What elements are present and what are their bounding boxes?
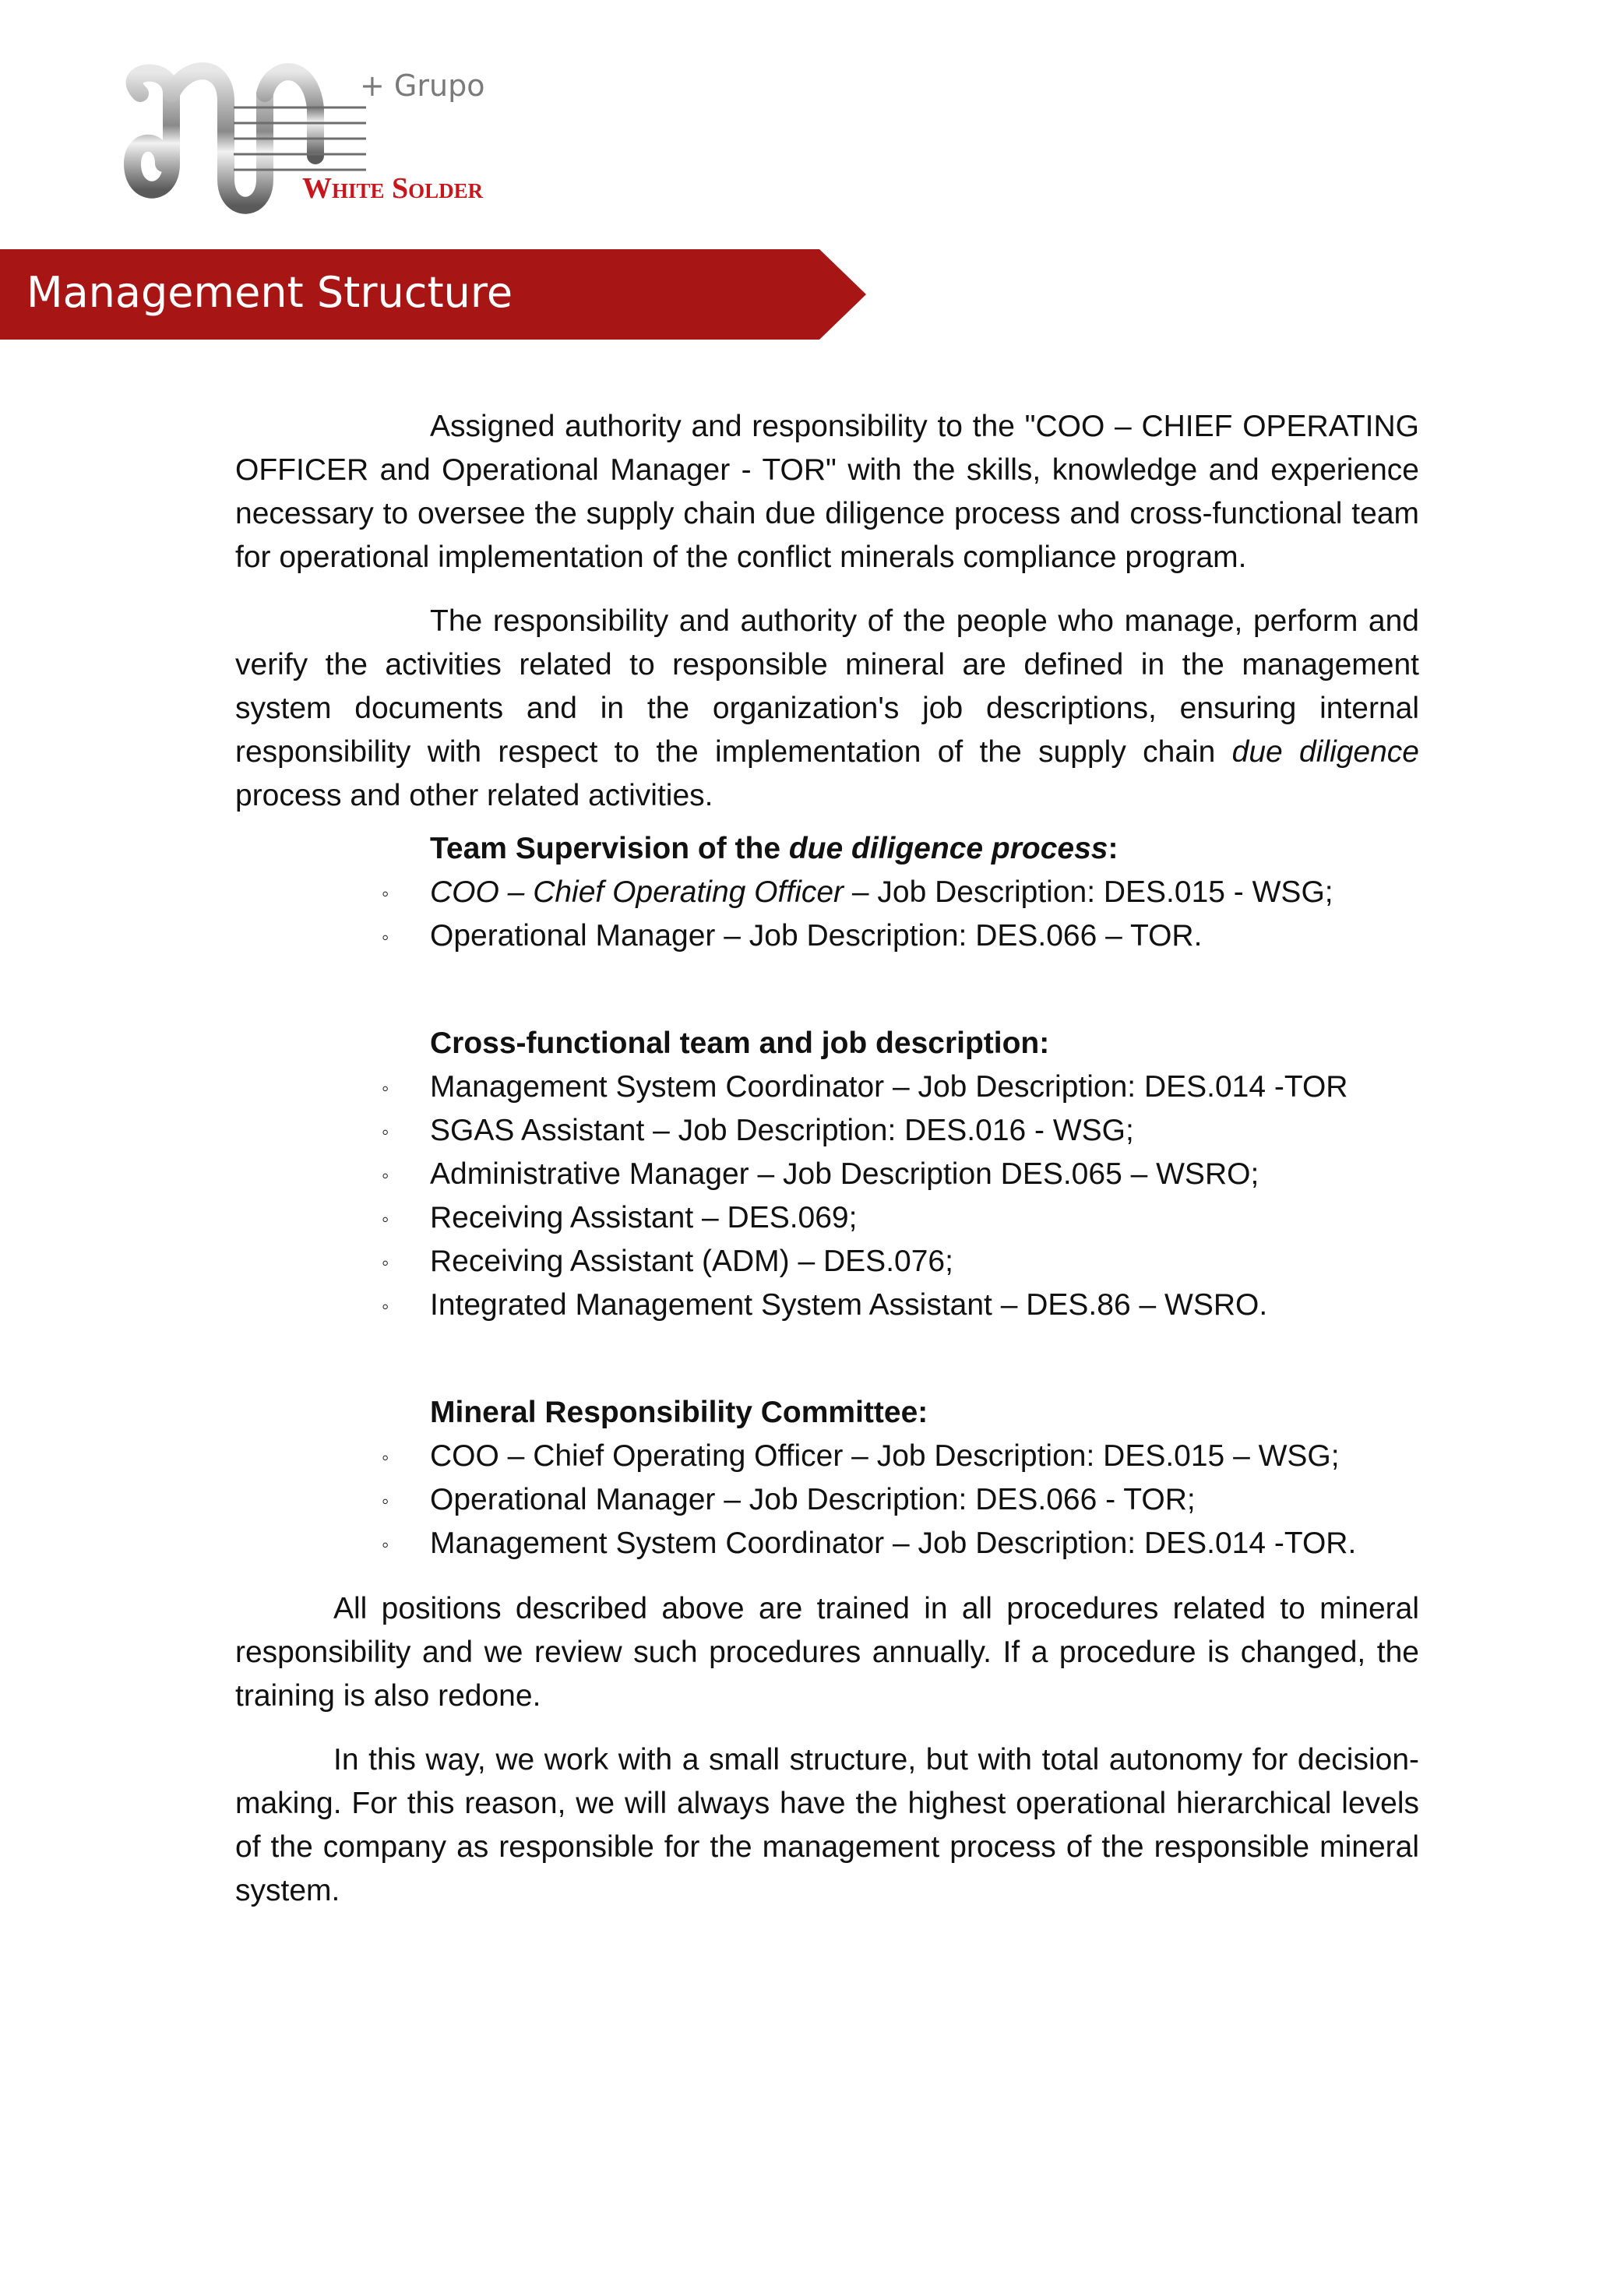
list-item-text: SGAS Assistant – Job Description: DES.016 - WSG; xyxy=(430,1114,1134,1147)
section-banner xyxy=(0,249,866,340)
logo-grupo-text: + Grupo xyxy=(360,69,485,103)
paragraph-structure: In this way, we work with a small structure, but with total autonomy for decision-making. For this reason, we will always have the highest operational hierarchical levels of the company as responsible for the management process of the responsible mineral system. xyxy=(235,1743,1419,1907)
bullet-icon: ◦ xyxy=(382,1076,389,1100)
team-supervision-heading-start: Team Supervision of the xyxy=(430,832,789,865)
page-title: Management Structure xyxy=(26,268,513,317)
paragraph-training: All positions described above are trained in all procedures related to mineral responsibility and we review such procedures annually. If a procedure is changed, the training is also redone. xyxy=(235,1592,1419,1713)
bullet-icon: ◦ xyxy=(382,1489,389,1512)
list-item xyxy=(235,914,1419,958)
paragraph-responsibility xyxy=(235,600,1419,818)
list-item-text: – Job Description: DES.015 - WSG; xyxy=(844,875,1333,909)
list-item-text: Integrated Management System Assistant – DES.86 – WSRO. xyxy=(430,1288,1268,1322)
bullet-icon: ◦ xyxy=(382,1251,389,1274)
list-item-text: Management System Coordinator – Job Description: DES.014 -TOR. xyxy=(430,1527,1357,1560)
cross-functional-list xyxy=(235,1065,1419,1327)
list-item-text: Operational Manager – Job Description: DES.066 - TOR; xyxy=(430,1483,1196,1516)
team-supervision-heading-end: : xyxy=(1108,832,1118,865)
list-item xyxy=(235,871,1419,914)
list-item xyxy=(235,1109,1419,1153)
cross-functional-heading: Cross-functional team and job description: xyxy=(430,1027,1050,1060)
list-item-text: Receiving Assistant – DES.069; xyxy=(430,1201,858,1234)
list-item xyxy=(235,1240,1419,1284)
paragraph-responsibility-start: The responsibility and authority of the people who manage, perform and verify the activities related to responsible mineral are defined in the management system documents and in the organization's job descriptions, ensuring internal responsibility with respect to the implementation of the supply chain xyxy=(235,604,1419,769)
list-item-text: Operational Manager – Job Description: DES.066 – TOR. xyxy=(430,919,1203,953)
team-supervision-heading-italic: due diligence process xyxy=(788,832,1108,865)
list-item-text: Administrative Manager – Job Description DES.065 – WSRO; xyxy=(430,1157,1259,1191)
list-item xyxy=(235,1196,1419,1240)
bullet-icon: ◦ xyxy=(382,1294,389,1318)
bullet-icon: ◦ xyxy=(382,925,389,949)
team-supervision-heading xyxy=(430,827,1419,871)
paragraph-responsibility-italic: due diligence xyxy=(1231,735,1419,769)
bullet-icon: ◦ xyxy=(382,1164,389,1187)
list-item-italic: COO – Chief Operating Officer xyxy=(430,875,844,909)
bullet-icon: ◦ xyxy=(382,1120,389,1143)
list-item xyxy=(235,1522,1419,1565)
list-item xyxy=(235,1435,1419,1478)
list-item xyxy=(235,1065,1419,1109)
list-item xyxy=(235,1284,1419,1327)
bullet-icon: ◦ xyxy=(382,1446,389,1469)
paragraph-responsibility-end: process and other related activities. xyxy=(235,779,713,812)
committee-list xyxy=(235,1435,1419,1565)
logo-brand-text: White Solder xyxy=(302,172,484,205)
company-logo xyxy=(117,62,506,218)
list-item-text: COO – Chief Operating Officer – Job Description: DES.015 – WSG; xyxy=(430,1439,1340,1473)
list-item xyxy=(235,1153,1419,1196)
list-item xyxy=(235,1478,1419,1522)
committee-heading: Mineral Responsibility Committee: xyxy=(430,1396,928,1429)
bullet-icon: ◦ xyxy=(382,1533,389,1556)
list-item-text: Management System Coordinator – Job Description: DES.014 -TOR xyxy=(430,1070,1348,1104)
bullet-icon: ◦ xyxy=(382,1207,389,1231)
list-item-text: Receiving Assistant (ADM) – DES.076; xyxy=(430,1245,953,1278)
team-supervision-list xyxy=(235,871,1419,958)
bullet-icon: ◦ xyxy=(382,882,389,905)
paragraph-authority: Assigned authority and responsibility to the "COO – CHIEF OPERATING OFFICER and Operational Manager - TOR" with the skills, knowledge and experience necessary to oversee the supply chain due diligence process and cross-functional team for operational implementation of the conflict minerals compliance program. xyxy=(235,410,1419,574)
document-body xyxy=(235,405,1419,1933)
